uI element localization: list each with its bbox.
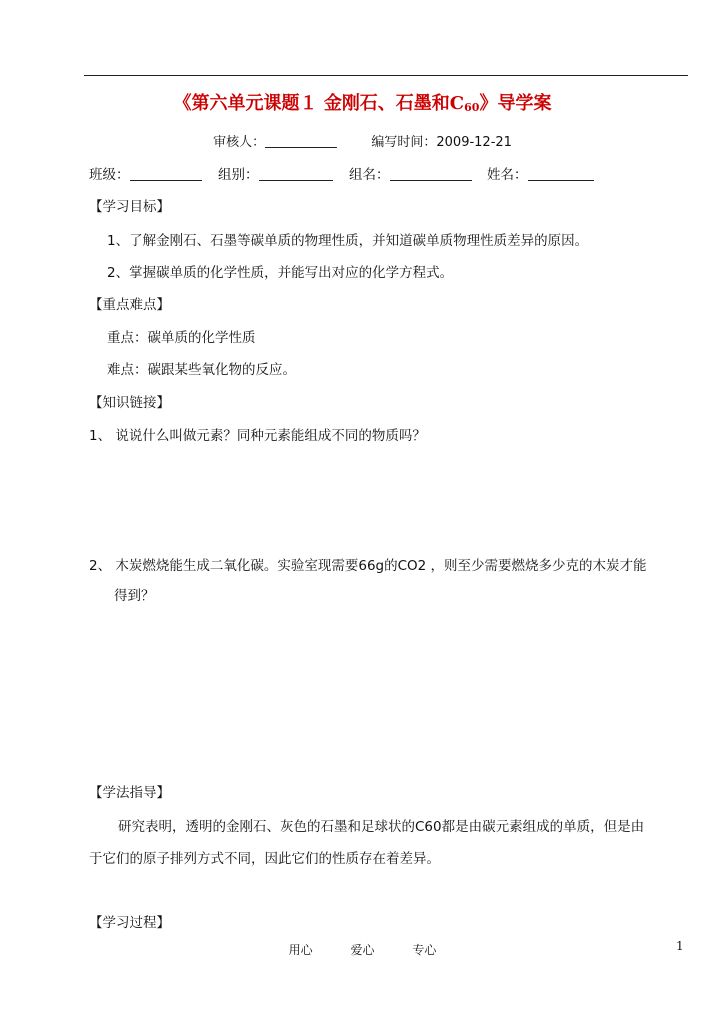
group-label: 组别： — [218, 167, 259, 183]
page-title — [0, 89, 725, 115]
group-name-blank[interactable] — [390, 166, 472, 181]
question-2-line-1: 2、 木炭燃烧能生成二氧化碳。实验室现需要66g的CO2 ，则至少需要燃烧多少克的木炭才能 — [89, 558, 647, 574]
page-number: 1 — [676, 939, 684, 953]
objective-item: 2、掌握碳单质的化学性质，并能写出对应的化学方程式。 — [107, 265, 454, 281]
method-text-line-2: 于它们的原子排列方式不同，因此它们的性质存在着差异。 — [89, 851, 440, 867]
group-field — [218, 163, 333, 183]
reviewer-label: 审核人： — [213, 135, 266, 150]
name-label: 姓名： — [487, 167, 528, 183]
group-name-field — [349, 163, 472, 183]
method-heading: 【学法指导】 — [89, 785, 170, 801]
title-subscript: 60 — [464, 101, 480, 114]
objectives-heading: 【学习目标】 — [89, 199, 170, 215]
class-label: 班级： — [89, 167, 130, 183]
footer-item: 爱心 — [350, 943, 375, 957]
objective-item: 1、了解金刚石、石墨等碳单质的物理性质，并知道碳单质物理性质差异的原因。 — [107, 233, 589, 249]
title-main: 《第六单元课题１ 金刚石、石墨和C — [173, 93, 465, 114]
class-field — [89, 163, 202, 183]
difficulty-point: 难点：碳跟某些氧化物的反应。 — [107, 362, 296, 378]
question-2-line-2: 得到？ — [114, 588, 155, 604]
reviewer-date-row — [0, 131, 725, 150]
name-blank[interactable] — [528, 166, 594, 181]
group-blank[interactable] — [259, 166, 333, 181]
focus-point: 重点：碳单质的化学性质 — [107, 330, 256, 346]
process-heading: 【学习过程】 — [89, 915, 170, 931]
method-text-line-1: 研究表明，透明的金刚石、灰色的石墨和足球状的C60都是由碳元素组成的单质，但是由 — [118, 819, 645, 835]
name-field — [487, 163, 594, 183]
footer-item: 用心 — [288, 943, 313, 957]
knowledge-link-heading: 【知识链接】 — [89, 395, 170, 411]
reviewer-blank[interactable] — [265, 133, 337, 148]
footer-item: 专心 — [412, 943, 437, 957]
header-rule — [84, 75, 688, 76]
date-value: 2009-12-21 — [436, 135, 512, 150]
class-blank[interactable] — [130, 166, 202, 181]
date-label: 编写时间： — [371, 135, 437, 150]
title-end: 》导学案 — [479, 93, 552, 114]
group-name-label: 组名： — [349, 167, 390, 183]
key-points-heading: 【重点难点】 — [89, 297, 170, 313]
question-1: 1、 说说什么叫做元素？同种元素能组成不同的物质吗？ — [89, 428, 426, 444]
footer-motto — [0, 941, 725, 958]
